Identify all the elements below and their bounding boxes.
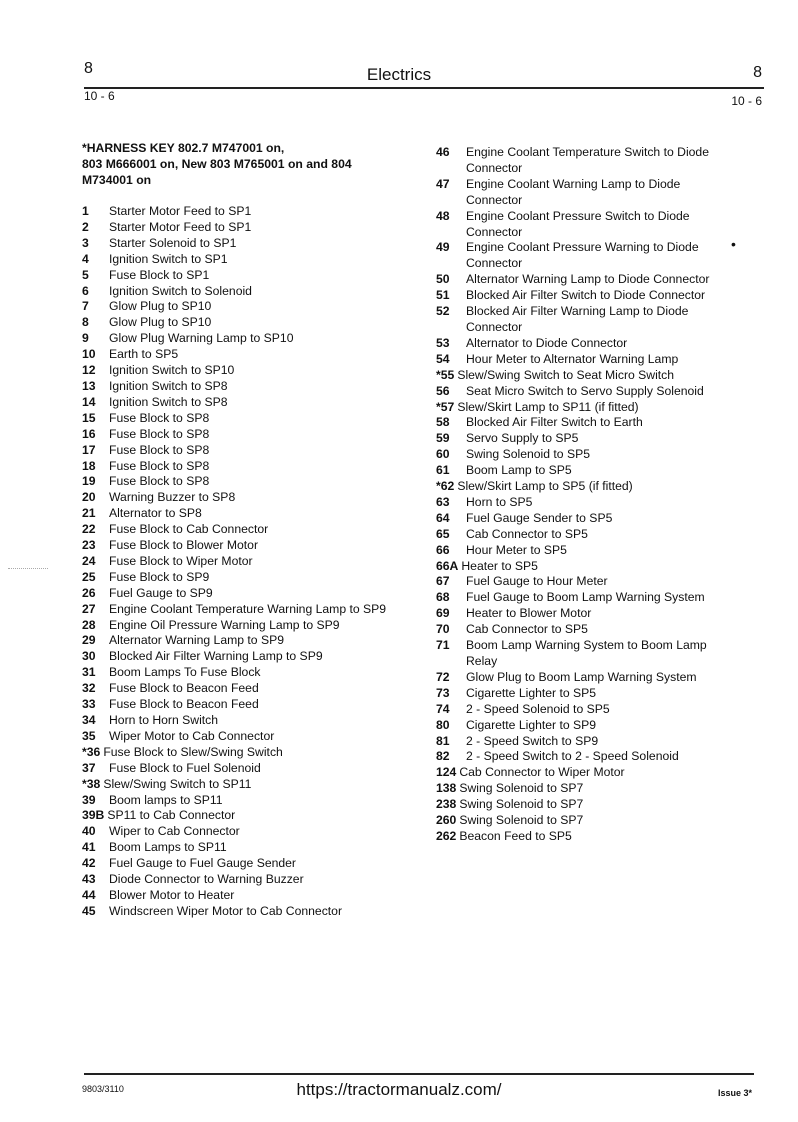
wire-description: Wiper Motor to Cab Connector <box>109 728 275 743</box>
wire-description: Windscreen Wiper Motor to Cab Connector <box>109 903 343 918</box>
wire-item <box>436 304 736 336</box>
wire-number: 72 <box>436 669 450 684</box>
wire-item <box>436 606 736 622</box>
wire-number: *38 <box>82 776 101 791</box>
left-column <box>82 140 412 920</box>
wire-number: *36 <box>82 744 101 759</box>
wire-item <box>436 574 736 590</box>
wire-number: 73 <box>436 685 450 700</box>
wire-description: Hour Meter to Alternator Warning Lamp <box>466 351 679 366</box>
wire-item <box>82 331 412 347</box>
wire-item <box>82 554 412 570</box>
wire-item <box>436 352 736 368</box>
wire-description: Fuse Block to SP9 <box>109 569 210 584</box>
wire-number: 24 <box>82 553 96 568</box>
wire-description: Glow Plug Warning Lamp to SP10 <box>109 331 294 346</box>
wire-number: 27 <box>82 601 96 616</box>
wire-description: Engine Coolant Temperature Switch to Diode Connector <box>466 145 709 175</box>
wire-description: Fuse Block to Wiper Motor <box>109 553 253 568</box>
wire-item <box>82 459 412 475</box>
wire-item <box>436 384 736 400</box>
wire-number: 5 <box>82 267 89 282</box>
wire-number: 39B <box>82 808 105 823</box>
margin-mark <box>8 568 48 569</box>
wire-description: Cab Connector to Wiper Motor <box>459 765 625 780</box>
wire-number: 25 <box>82 569 96 584</box>
wire-number: 48 <box>436 208 450 223</box>
wire-item <box>82 411 412 427</box>
footer-url: https://tractormanualz.com/ <box>296 1080 502 1099</box>
wire-number: 3 <box>82 235 89 250</box>
wire-item <box>436 559 736 575</box>
wire-description: Alternator to SP8 <box>109 506 202 521</box>
wire-description: 2 - Speed Switch to 2 - Speed Solenoid <box>466 749 679 764</box>
wire-description: Blocked Air Filter Switch to Earth <box>466 415 643 430</box>
wire-number: 6 <box>82 283 89 298</box>
wire-number: 2 <box>82 219 89 234</box>
wire-number: 138 <box>436 781 457 796</box>
wire-description: Fuel Gauge to Boom Lamp Warning System <box>466 590 705 605</box>
wire-item <box>82 808 412 824</box>
wire-description: Fuel Gauge to SP9 <box>109 585 213 600</box>
wire-description: Fuel Gauge Sender to SP5 <box>466 510 613 525</box>
wire-number: 52 <box>436 304 450 319</box>
wire-description: Diode Connector to Warning Buzzer <box>109 872 304 887</box>
wire-item <box>436 590 736 606</box>
wire-item <box>436 400 736 416</box>
wire-item <box>82 840 412 856</box>
wire-description: Alternator Warning Lamp to Diode Connector <box>466 272 710 287</box>
wire-number: 56 <box>436 383 450 398</box>
wire-description: Engine Coolant Pressure Switch to Diode Connector <box>466 208 690 239</box>
wire-number: *57 <box>436 399 455 414</box>
wire-number: 13 <box>82 378 96 393</box>
wire-number: 49 <box>436 240 450 255</box>
wire-number: 47 <box>436 176 450 191</box>
wire-item <box>436 829 736 845</box>
wire-description: Starter Motor Feed to SP1 <box>109 219 252 234</box>
wire-item <box>82 729 412 745</box>
wire-description: Fuse Block to SP8 <box>109 410 210 425</box>
wire-item <box>436 145 736 177</box>
wire-number: 262 <box>436 828 457 843</box>
wire-item <box>82 713 412 729</box>
wire-item <box>82 347 412 363</box>
wire-item <box>82 204 412 220</box>
wire-number: 70 <box>436 622 450 637</box>
wire-number: 26 <box>82 585 96 600</box>
wire-number: 54 <box>436 351 450 366</box>
harness-key-line: 803 M666001 on, New 803 M765001 on and 804 <box>82 157 352 171</box>
wire-item <box>82 490 412 506</box>
wire-item <box>436 734 736 750</box>
wire-item <box>436 622 736 638</box>
wire-item <box>82 856 412 872</box>
wire-item <box>82 252 412 268</box>
wire-item <box>82 777 412 793</box>
wire-item <box>436 511 736 527</box>
wire-description: SP11 to Cab Connector <box>107 808 236 823</box>
wire-number: 29 <box>82 633 96 648</box>
wire-number: 67 <box>436 574 450 589</box>
page-title: Electrics <box>366 65 432 84</box>
wire-description: Swing Solenoid to SP7 <box>459 781 584 796</box>
wire-description: Cigarette Lighter to SP9 <box>466 717 597 732</box>
wire-number: 18 <box>82 458 96 473</box>
wire-item <box>82 649 412 665</box>
wire-item <box>82 474 412 490</box>
wire-item <box>436 638 736 670</box>
chapter-number-left: 8 <box>84 60 93 77</box>
wire-item <box>82 570 412 586</box>
wire-number: 81 <box>436 733 450 748</box>
wire-number: 44 <box>82 887 96 902</box>
wire-description: Glow Plug to SP10 <box>109 315 212 330</box>
wire-number: 15 <box>82 410 96 425</box>
wire-number: 42 <box>82 856 96 871</box>
wire-number: 58 <box>436 415 450 430</box>
wire-description: Engine Coolant Warning Lamp to Diode Connector <box>466 176 681 207</box>
wire-description: Starter Motor Feed to SP1 <box>109 204 252 218</box>
wire-description: Fuse Block to Slew/Swing Switch <box>103 744 283 759</box>
wire-item <box>82 793 412 809</box>
wire-number: 8 <box>82 315 89 330</box>
wire-number: 4 <box>82 251 89 266</box>
wire-item <box>436 749 736 765</box>
wire-number: 10 <box>82 347 96 362</box>
wire-description: Fuse Block to Blower Motor <box>109 538 259 553</box>
wire-number: 61 <box>436 463 450 478</box>
wire-number: 21 <box>82 506 96 521</box>
wire-number: 20 <box>82 490 96 505</box>
right-wire-list <box>436 145 736 845</box>
wire-item <box>436 670 736 686</box>
wire-number: 12 <box>82 363 96 378</box>
wire-item <box>82 681 412 697</box>
document-number: 9803/3110 <box>82 1084 124 1094</box>
wire-description: Wiper to Cab Connector <box>109 824 240 839</box>
wire-number: 31 <box>82 665 96 680</box>
page-number-left: 10 - 6 <box>84 89 115 103</box>
wire-description: Warning Buzzer to SP8 <box>109 490 236 505</box>
wire-description: Blower Motor to Heater <box>109 887 235 902</box>
wire-item <box>82 379 412 395</box>
wire-number: 23 <box>82 538 96 553</box>
wire-item <box>82 284 412 300</box>
wire-description: 2 - Speed Switch to SP9 <box>466 733 599 748</box>
wire-number: 45 <box>82 903 96 918</box>
header-rule <box>84 87 764 89</box>
wire-description: Boom Lamp Warning System to Boom Lamp Relay <box>466 638 707 668</box>
wire-description: Boom Lamps to SP11 <box>109 840 227 855</box>
wire-description: Fuse Block to Beacon Feed <box>109 681 259 696</box>
wire-item <box>436 702 736 718</box>
wire-number: *62 <box>436 479 455 494</box>
harness-key-line: *HARNESS KEY 802.7 M747001 on, <box>82 141 285 155</box>
wire-item <box>82 522 412 538</box>
wire-description: Hour Meter to SP5 <box>466 542 567 557</box>
wire-number: 69 <box>436 606 450 621</box>
wire-number: 50 <box>436 272 450 287</box>
wire-description: Slew/Swing Switch to SP11 <box>103 776 252 791</box>
wire-description: Cab Connector to SP5 <box>466 622 588 637</box>
wire-item <box>436 495 736 511</box>
wire-description: Swing Solenoid to SP5 <box>466 447 590 462</box>
wire-number: 238 <box>436 797 457 812</box>
wire-item <box>436 209 736 241</box>
wire-item <box>82 443 412 459</box>
wire-number: 17 <box>82 442 96 457</box>
wire-description: Horn to Horn Switch <box>109 713 219 727</box>
wire-description: Boom Lamps To Fuse Block <box>109 665 261 680</box>
wire-number: 14 <box>82 394 96 409</box>
wire-number: 66A <box>436 558 459 573</box>
wire-description: Starter Solenoid to SP1 <box>109 235 237 250</box>
wire-item <box>436 240 736 272</box>
wire-number: 19 <box>82 474 96 489</box>
right-column <box>436 145 736 845</box>
wire-description: Fuse Block to SP8 <box>109 442 210 457</box>
wire-description: Blocked Air Filter Warning Lamp to Diode Connector <box>466 304 689 334</box>
wire-item <box>82 618 412 634</box>
wire-item <box>82 586 412 602</box>
wire-number: 30 <box>82 649 96 664</box>
wire-description: Slew/Skirt Lamp to SP5 (if fitted) <box>457 479 633 494</box>
wire-description: Engine Coolant Temperature Warning Lamp to SP9 <box>109 601 387 616</box>
footer-rule <box>84 1073 754 1075</box>
wire-item <box>82 268 412 284</box>
wire-number: 68 <box>436 590 450 605</box>
wire-description: Fuel Gauge to Fuel Gauge Sender <box>109 856 296 871</box>
wire-description: Seat Micro Switch to Servo Supply Solenoid <box>466 383 704 398</box>
wire-description: Fuse Block to Beacon Feed <box>109 697 259 712</box>
wire-number: 64 <box>436 510 450 525</box>
wire-description: Blocked Air Filter Switch to Diode Connector <box>466 288 706 303</box>
chapter-number-right: 8 <box>753 64 762 81</box>
wire-item <box>436 527 736 543</box>
wire-number: 33 <box>82 697 96 712</box>
wire-number: 65 <box>436 526 450 541</box>
wire-description: Ignition Switch to SP1 <box>109 251 228 266</box>
wire-item <box>436 272 736 288</box>
wire-item <box>82 395 412 411</box>
wire-number: 9 <box>82 331 89 346</box>
wire-number: 124 <box>436 765 457 780</box>
wire-number: *55 <box>436 367 455 382</box>
issue-label: Issue 3* <box>717 1088 752 1098</box>
wire-number: 35 <box>82 728 96 743</box>
wire-description: Fuse Block to SP8 <box>109 458 210 473</box>
wire-number: 37 <box>82 760 96 775</box>
wire-item <box>436 813 736 829</box>
wire-number: 46 <box>436 145 450 159</box>
wire-number: 1 <box>82 204 89 218</box>
harness-key-line: M734001 on <box>82 173 152 187</box>
wire-description: Horn to SP5 <box>466 494 533 509</box>
wire-item <box>82 697 412 713</box>
wire-item <box>82 888 412 904</box>
wire-description: Boom Lamp to SP5 <box>466 463 572 478</box>
wire-item <box>82 872 412 888</box>
wire-item <box>82 904 412 920</box>
wire-item <box>436 447 736 463</box>
wire-item <box>436 336 736 352</box>
harness-key-heading <box>82 140 412 188</box>
wire-item <box>436 463 736 479</box>
wire-item <box>82 633 412 649</box>
wire-item <box>436 686 736 702</box>
wire-item <box>82 824 412 840</box>
wire-number: 51 <box>436 288 450 303</box>
page-number-right: 10 - 6 <box>731 94 762 108</box>
wire-item <box>82 299 412 315</box>
wire-number: 40 <box>82 824 96 839</box>
wire-item <box>436 718 736 734</box>
wire-description: Swing Solenoid to SP7 <box>459 797 584 812</box>
wire-description: Ignition Switch to SP10 <box>109 363 235 378</box>
wire-description: Fuse Block to SP8 <box>109 474 210 489</box>
wire-description: Engine Oil Pressure Warning Lamp to SP9 <box>109 617 340 632</box>
wire-item <box>436 431 736 447</box>
wire-description: Blocked Air Filter Warning Lamp to SP9 <box>109 649 323 664</box>
wire-description: Fuel Gauge to Hour Meter <box>466 574 608 589</box>
wire-description: Fuse Block to SP1 <box>109 267 210 282</box>
wire-number: 82 <box>436 749 450 764</box>
wire-item <box>436 797 736 813</box>
wire-item <box>82 506 412 522</box>
wire-description: Boom lamps to SP11 <box>109 792 223 807</box>
wire-description: Fuse Block to Fuel Solenoid <box>109 760 261 775</box>
wire-number: 63 <box>436 494 450 509</box>
wire-description: Heater to SP5 <box>461 558 538 573</box>
wire-description: Slew/Skirt Lamp to SP11 (if fitted) <box>457 399 639 414</box>
wire-item <box>82 602 412 618</box>
left-wire-list <box>82 204 412 920</box>
wire-item <box>436 415 736 431</box>
wire-number: 74 <box>436 701 450 716</box>
wire-number: 39 <box>82 792 96 807</box>
wire-description: Glow Plug to Boom Lamp Warning System <box>466 669 697 684</box>
wire-description: 2 - Speed Solenoid to SP5 <box>466 701 610 716</box>
wire-number: 60 <box>436 447 450 462</box>
wire-item <box>82 745 412 761</box>
wire-number: 22 <box>82 522 96 537</box>
wire-item <box>436 479 736 495</box>
wire-description: Alternator to Diode Connector <box>466 335 628 350</box>
wire-number: 28 <box>82 617 96 632</box>
wire-description: Earth to SP5 <box>109 347 179 362</box>
wire-item <box>82 363 412 379</box>
wire-number: 260 <box>436 813 457 828</box>
wire-item <box>82 761 412 777</box>
wire-number: 66 <box>436 542 450 557</box>
wire-description: Alternator Warning Lamp to SP9 <box>109 633 284 648</box>
wire-item <box>436 177 736 209</box>
wire-number: 53 <box>436 335 450 350</box>
wire-description: Engine Coolant Pressure Warning to Diode Connector <box>466 240 699 271</box>
wire-number: 34 <box>82 713 96 727</box>
wire-number: 59 <box>436 431 450 446</box>
wire-item <box>82 220 412 236</box>
wire-description: Heater to Blower Motor <box>466 606 592 621</box>
stray-mark: • <box>731 236 736 252</box>
wire-description: Cab Connector to SP5 <box>466 526 588 541</box>
wire-item <box>436 368 736 384</box>
wire-description: Fuse Block to Cab Connector <box>109 522 269 537</box>
wire-number: 32 <box>82 681 96 696</box>
wire-item <box>82 236 412 252</box>
wire-item <box>436 288 736 304</box>
wire-item <box>436 543 736 559</box>
wire-description: Ignition Switch to Solenoid <box>109 283 252 298</box>
wire-item <box>82 315 412 331</box>
wire-item <box>436 765 736 781</box>
wire-number: 80 <box>436 717 450 732</box>
wire-description: Beacon Feed to SP5 <box>459 828 572 843</box>
wire-description: Cigarette Lighter to SP5 <box>466 685 597 700</box>
wire-item <box>82 665 412 681</box>
wire-description: Ignition Switch to SP8 <box>109 394 228 409</box>
wire-description: Swing Solenoid to SP7 <box>459 813 584 828</box>
wire-number: 43 <box>82 872 96 887</box>
wire-number: 71 <box>436 638 450 653</box>
wire-item <box>82 427 412 443</box>
wire-description: Servo Supply to SP5 <box>466 431 579 446</box>
wire-number: 7 <box>82 299 89 314</box>
wire-description: Fuse Block to SP8 <box>109 426 210 441</box>
wire-item <box>436 781 736 797</box>
wire-description: Ignition Switch to SP8 <box>109 378 228 393</box>
wire-description: Slew/Swing Switch to Seat Micro Switch <box>457 367 675 382</box>
wire-number: 16 <box>82 426 96 441</box>
wire-item <box>82 538 412 554</box>
wire-number: 41 <box>82 840 96 855</box>
wire-description: Glow Plug to SP10 <box>109 299 212 314</box>
